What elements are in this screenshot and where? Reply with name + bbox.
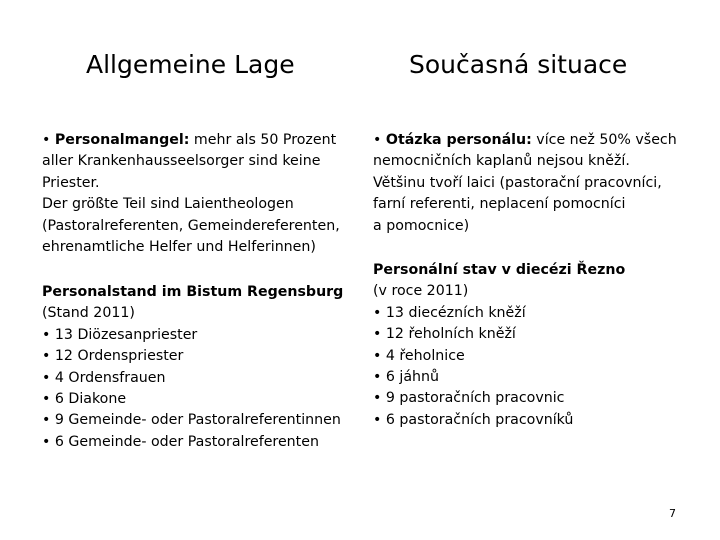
right-stats-heading: Personální stav v diecézi Řezno (373, 262, 626, 278)
left-intro-line-3: Priester. (42, 174, 100, 191)
list-item: • 13 diecézních kněží (373, 304, 526, 321)
right-intro-line-1: • Otázka personálu: více než 50% všech (373, 132, 677, 148)
list-item: • 6 Gemeinde- oder Pastoralreferenten (42, 433, 319, 450)
list-item: • 6 jáhnů (373, 369, 440, 386)
left-stats-heading: Personalstand im Bistum Regensburg (42, 284, 344, 300)
list-item: • 9 Gemeinde- oder Pastoralreferentinnen (42, 412, 341, 429)
left-intro-line-1: • Personalmangel: mehr als 50 Prozent (42, 132, 337, 148)
left-intro-line-2: aller Krankenhausseelsorger sind keine (42, 153, 321, 170)
right-intro-line-2: nemocničních kaplanů nejsou kněží. (373, 153, 630, 170)
right-intro-label: Otázka personálu: (385, 132, 532, 148)
right-stats (373, 260, 625, 431)
left-intro-line-5: (Pastoralreferenten, Gemeindereferenten, (42, 217, 340, 234)
right-intro-line-4: farní referenti, neplacení pomocníci (373, 196, 626, 213)
left-intro-line-4: Der größte Teil sind Laientheologen (42, 196, 294, 213)
bullet: • (42, 132, 51, 148)
right-intro-line-3: Většinu tvoří laici (pastorační pracovníci, (373, 174, 662, 191)
list-item: • 12 řeholních kněží (373, 326, 516, 343)
left-intro (42, 130, 340, 258)
list-item: • 12 Ordenspriester (42, 348, 184, 365)
list-item: • 4 Ordensfrauen (42, 369, 166, 386)
right-stats-subheading: (v roce 2011) (373, 283, 469, 300)
left-title: Allgemeine Lage (86, 50, 295, 79)
left-stats-subheading: (Stand 2011) (42, 305, 135, 322)
bullet: • (373, 132, 382, 148)
right-title: Současná situace (409, 50, 628, 79)
right-intro-line-5: a pomocnice) (373, 217, 470, 234)
page-number: 7 (669, 507, 676, 520)
list-item: • 6 Diakone (42, 391, 127, 408)
right-intro (373, 130, 677, 237)
list-item: • 6 pastoračních pracovníků (373, 411, 574, 428)
left-intro-line-6: ehrenamtliche Helfer und Helferinnen) (42, 239, 316, 256)
list-item: • 9 pastoračních pracovnic (373, 390, 565, 407)
left-stats (42, 282, 343, 453)
left-intro-label: Personalmangel: (54, 132, 190, 148)
list-item: • 13 Diözesanpriester (42, 326, 198, 343)
list-item: • 4 řeholnice (373, 347, 465, 364)
